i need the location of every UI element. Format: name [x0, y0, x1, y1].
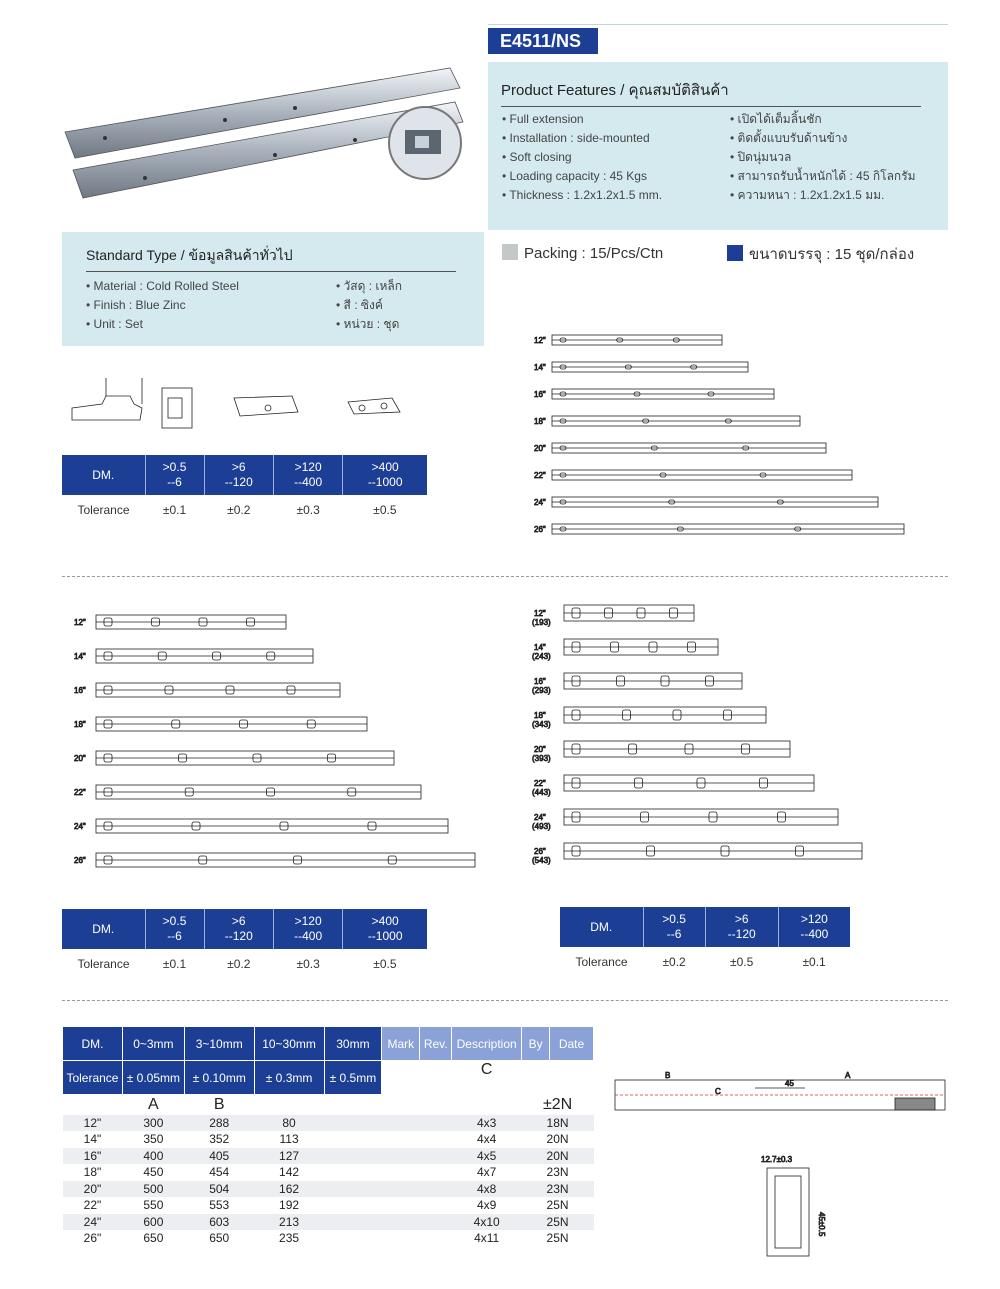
size-cell: 12" — [63, 1115, 123, 1132]
spec-head: 0~3mm — [122, 1027, 184, 1061]
rail-size-label: 26" — [74, 856, 86, 865]
rail-size-mm-label: (443) — [532, 788, 551, 797]
tol-value: ±0.1 — [162, 503, 187, 517]
rail-size-label: 20" — [74, 754, 86, 763]
rail-size-mm-label: (293) — [532, 686, 551, 695]
feature-th: • ติดตั้งแบบรับด้านข้าง — [730, 129, 916, 148]
a-cell: 650 — [143, 1231, 164, 1246]
b-cell: 454 — [209, 1165, 230, 1180]
rail-outline — [96, 853, 475, 867]
rail-outline — [564, 775, 814, 791]
size-cell: 26" — [83, 1231, 102, 1246]
rail-size-label: 24" — [74, 822, 86, 831]
rail-outline — [552, 470, 852, 480]
rail-outline — [96, 819, 448, 833]
standard-en: • Unit : Set — [86, 315, 239, 334]
spec-tol: Tolerance — [63, 1061, 123, 1095]
section-divider — [62, 576, 948, 577]
dim-a-label: A — [845, 1071, 851, 1080]
product-features-panel — [488, 62, 948, 230]
rail-outline — [96, 751, 394, 765]
rail-size-label: 16" — [534, 390, 546, 399]
feature-en: • Full extension — [502, 110, 662, 129]
blue-square-icon — [727, 245, 743, 261]
spec-head: DM. — [63, 1027, 123, 1061]
force-cell: 20N — [546, 1132, 569, 1147]
rail-size-label: 20" — [534, 444, 546, 453]
tol-header: >6 --120 — [705, 907, 778, 947]
rail-size-label: 20" — [534, 745, 546, 754]
force-cell: 25N — [546, 1231, 569, 1246]
rail-outline — [552, 497, 878, 507]
standard-en-list — [86, 277, 239, 334]
a-cell: 450 — [143, 1165, 164, 1180]
spec-tol: ± 0.10mm — [184, 1061, 254, 1095]
rail-size-label: 22" — [74, 788, 86, 797]
rail-size-label: 18" — [74, 720, 86, 729]
model-number: E4511/NS — [488, 28, 598, 54]
a-cell: 500 — [122, 1181, 184, 1198]
feature-th: • ปิดนุ่มนวล — [730, 148, 916, 167]
dim-b-label: B — [665, 1071, 671, 1080]
rail-size-label: 22" — [534, 779, 546, 788]
b-cell: 603 — [184, 1214, 254, 1231]
features-en-list — [502, 110, 662, 205]
tolerance-table-1 — [62, 455, 427, 525]
size-cell: 24" — [63, 1214, 123, 1231]
rail-outline — [96, 683, 340, 697]
rail-size-label: 22" — [534, 471, 546, 480]
feature-en: • Installation : side-mounted — [502, 129, 662, 148]
c-cell: 142 — [279, 1165, 300, 1180]
rail-size-label: 16" — [534, 677, 546, 686]
c-cell: 162 — [254, 1181, 324, 1198]
rail-size-label: 18" — [534, 711, 546, 720]
rail-outline — [564, 843, 862, 859]
standard-en: • Finish : Blue Zinc — [86, 296, 239, 315]
tol-value: ±0.2 — [227, 503, 251, 517]
tol-value: ±0.3 — [296, 957, 320, 971]
dim-45-label: 45 — [785, 1079, 794, 1088]
standard-th: • สี : ซิงค์ — [336, 296, 402, 315]
hole-cell: 4x7 — [476, 1165, 497, 1180]
rail-size-mm-label: (343) — [532, 720, 551, 729]
spec-head: 10~30mm — [254, 1027, 324, 1061]
standard-title: Standard Type / ข้อมูลสินค้าทั่วไป — [86, 245, 456, 272]
c-cell: 213 — [254, 1214, 324, 1231]
rail-outline — [564, 673, 742, 689]
hole-cell: 4x8 — [452, 1181, 522, 1198]
rail-size-label: 26" — [534, 847, 546, 856]
b-cell: 405 — [184, 1148, 254, 1165]
spec-tol: ± 0.05mm — [122, 1061, 184, 1095]
dim-width-label: 12.7±0.3 — [761, 1155, 793, 1164]
spec-head: 3~10mm — [184, 1027, 254, 1061]
force-cell: 23N — [546, 1165, 569, 1180]
rev-head: Date — [550, 1027, 594, 1061]
force-cell: 23N — [522, 1181, 594, 1198]
hole-cell: 4x3 — [452, 1115, 522, 1132]
rail-size-mm-label: (243) — [532, 652, 551, 661]
tol-header-dm: DM. — [62, 455, 145, 495]
packing-th: ขนาดบรรจุ : 15 ชุด/กล่อง — [727, 242, 914, 266]
size-cell: 14" — [83, 1132, 102, 1147]
size-cell: 18" — [83, 1165, 102, 1180]
tol-value: ±0.2 — [227, 957, 251, 971]
force-cell: 18N — [522, 1115, 594, 1132]
a-cell: 550 — [143, 1198, 164, 1213]
tol-header: >120 --400 — [273, 455, 342, 495]
tol-value: ±0.5 — [373, 503, 397, 517]
cross-section-drawing — [755, 1152, 845, 1262]
tol-header: >0.5 --6 — [643, 907, 705, 947]
tol-header: >400 --1000 — [343, 455, 427, 495]
tol-value: ±0.3 — [296, 503, 320, 517]
hole-cell: 4x10 — [452, 1214, 522, 1231]
tol-label: Tolerance — [77, 503, 130, 517]
a-cell: 300 — [122, 1115, 184, 1132]
standard-type-panel — [62, 232, 484, 346]
tolerance-table-2 — [62, 909, 427, 979]
rail-outline — [552, 524, 904, 534]
rail-size-label: 24" — [534, 498, 546, 507]
force-cell: 20N — [522, 1148, 594, 1165]
rev-head: Description — [452, 1027, 522, 1061]
rail-size-label: 12" — [534, 336, 546, 345]
product-photo — [55, 40, 475, 220]
standard-en: • Material : Cold Rolled Steel — [86, 277, 239, 296]
tol-value: ±0.5 — [730, 955, 754, 969]
tol-header-dm: DM. — [62, 909, 145, 949]
b-cell: 650 — [209, 1231, 230, 1246]
c-cell: 127 — [254, 1148, 324, 1165]
b-cell: 352 — [209, 1132, 230, 1147]
rail-outline — [552, 389, 774, 399]
rev-head: Rev. — [420, 1027, 452, 1061]
b-cell: 504 — [184, 1181, 254, 1198]
dim-height-label: 45±0.5 — [817, 1212, 826, 1237]
rail-outline — [564, 707, 766, 723]
feature-th: • ความหนา : 1.2x1.2x1.5 มม. — [730, 186, 916, 205]
rail-length-drawing-top — [530, 325, 920, 547]
rail-outline — [564, 605, 694, 621]
tol-label: Tolerance — [575, 955, 628, 969]
features-title: Product Features / คุณสมบัติสินค้า — [501, 78, 921, 107]
feature-th: • เปิดได้เต็มลิ้นชัก — [730, 110, 916, 129]
rail-size-label: 12" — [534, 609, 546, 618]
feature-en: • Loading capacity : 45 Kgs — [502, 167, 662, 186]
spec-head: 30mm — [324, 1027, 382, 1061]
rev-head: By — [522, 1027, 550, 1061]
rail-outline — [552, 443, 826, 453]
force-cell: 25N — [522, 1214, 594, 1231]
rail-outline — [96, 615, 286, 629]
col-n-label: ±2N — [542, 1095, 573, 1113]
hole-cell: 4x11 — [474, 1231, 500, 1246]
tol-value: ±0.2 — [662, 955, 686, 969]
spec-table — [62, 1026, 594, 1247]
spec-tol: ± 0.5mm — [324, 1061, 382, 1095]
tol-value: ±0.1 — [162, 957, 187, 971]
size-cell: 22" — [83, 1198, 102, 1213]
tol-label: Tolerance — [77, 957, 130, 971]
c-cell: 113 — [279, 1132, 299, 1147]
rail-size-label: 26" — [534, 525, 546, 534]
tol-value: ±0.5 — [373, 957, 397, 971]
rail-outline — [96, 649, 313, 663]
tolerance-table-3 — [560, 907, 850, 977]
tol-header-dm: DM. — [560, 907, 643, 947]
tol-header: >0.5 --6 — [145, 909, 204, 949]
rail-outline — [564, 639, 718, 655]
standard-th: • หน่วย : ชุด — [336, 315, 402, 334]
rail-outline — [552, 362, 748, 372]
standard-th: • วัสดุ : เหล็ก — [336, 277, 402, 296]
rail-length-drawing-left — [70, 605, 490, 890]
feature-en: • Soft closing — [502, 148, 662, 167]
c-cell: 235 — [279, 1231, 300, 1246]
rail-length-drawing-right — [530, 595, 950, 885]
dim-c-label: C — [715, 1087, 721, 1096]
c-cell: 80 — [254, 1115, 324, 1132]
size-cell: 16" — [63, 1148, 123, 1165]
hole-cell: 4x9 — [476, 1198, 497, 1213]
hole-cell: 4x4 — [476, 1132, 497, 1147]
packing-en: Packing : 15/Pcs/Ctn — [502, 244, 663, 262]
rail-size-mm-label: (493) — [532, 822, 551, 831]
tol-header: >0.5 --6 — [145, 455, 204, 495]
rail-outline — [96, 785, 421, 799]
profile-detail-drawing — [62, 368, 442, 440]
tol-header: >120 --400 — [778, 907, 850, 947]
c-cell: 192 — [279, 1198, 300, 1213]
b-cell: 553 — [209, 1198, 230, 1213]
tol-header: >6 --120 — [204, 909, 273, 949]
section-divider — [62, 1000, 948, 1001]
rail-size-label: 16" — [74, 686, 86, 695]
rail-outline — [552, 416, 800, 426]
standard-th-list — [336, 277, 402, 334]
rail-size-label: 12" — [74, 618, 86, 627]
rail-size-label: 18" — [534, 417, 546, 426]
tol-header: >400 --1000 — [343, 909, 427, 949]
a-cell: 400 — [122, 1148, 184, 1165]
spec-tol: ± 0.3mm — [254, 1061, 324, 1095]
tol-header: >120 --400 — [273, 909, 342, 949]
assembly-side-drawing — [605, 1068, 950, 1128]
a-cell: 350 — [143, 1132, 164, 1147]
rail-size-mm-label: (193) — [532, 618, 551, 627]
rail-outline — [564, 741, 790, 757]
b-cell: 288 — [184, 1115, 254, 1132]
rail-size-label: 14" — [534, 363, 546, 372]
grey-square-icon — [502, 244, 518, 260]
col-b-label: B — [213, 1095, 225, 1113]
size-cell: 20" — [63, 1181, 123, 1198]
rail-outline — [96, 717, 367, 731]
feature-th: • สามารถรับน้ำหนักได้ : 45 กิโลกรัม — [730, 167, 916, 186]
force-cell: 25N — [546, 1198, 569, 1213]
header-rule — [488, 24, 948, 25]
col-c-label: C — [452, 1061, 522, 1095]
rail-outline — [564, 809, 838, 825]
col-a-label: A — [148, 1095, 159, 1113]
tol-header: >6 --120 — [204, 455, 273, 495]
rail-size-label: 24" — [534, 813, 546, 822]
rail-outline — [552, 335, 722, 345]
tol-value: ±0.1 — [802, 955, 826, 969]
rail-size-label: 14" — [534, 643, 546, 652]
feature-en: • Thickness : 1.2x1.2x1.5 mm. — [502, 186, 662, 205]
hole-cell: 4x5 — [452, 1148, 522, 1165]
a-cell: 600 — [122, 1214, 184, 1231]
rev-head: Mark — [382, 1027, 420, 1061]
rail-size-mm-label: (393) — [532, 754, 551, 763]
rail-size-label: 14" — [74, 652, 86, 661]
rail-size-mm-label: (543) — [532, 856, 551, 865]
features-th-list — [730, 110, 916, 205]
